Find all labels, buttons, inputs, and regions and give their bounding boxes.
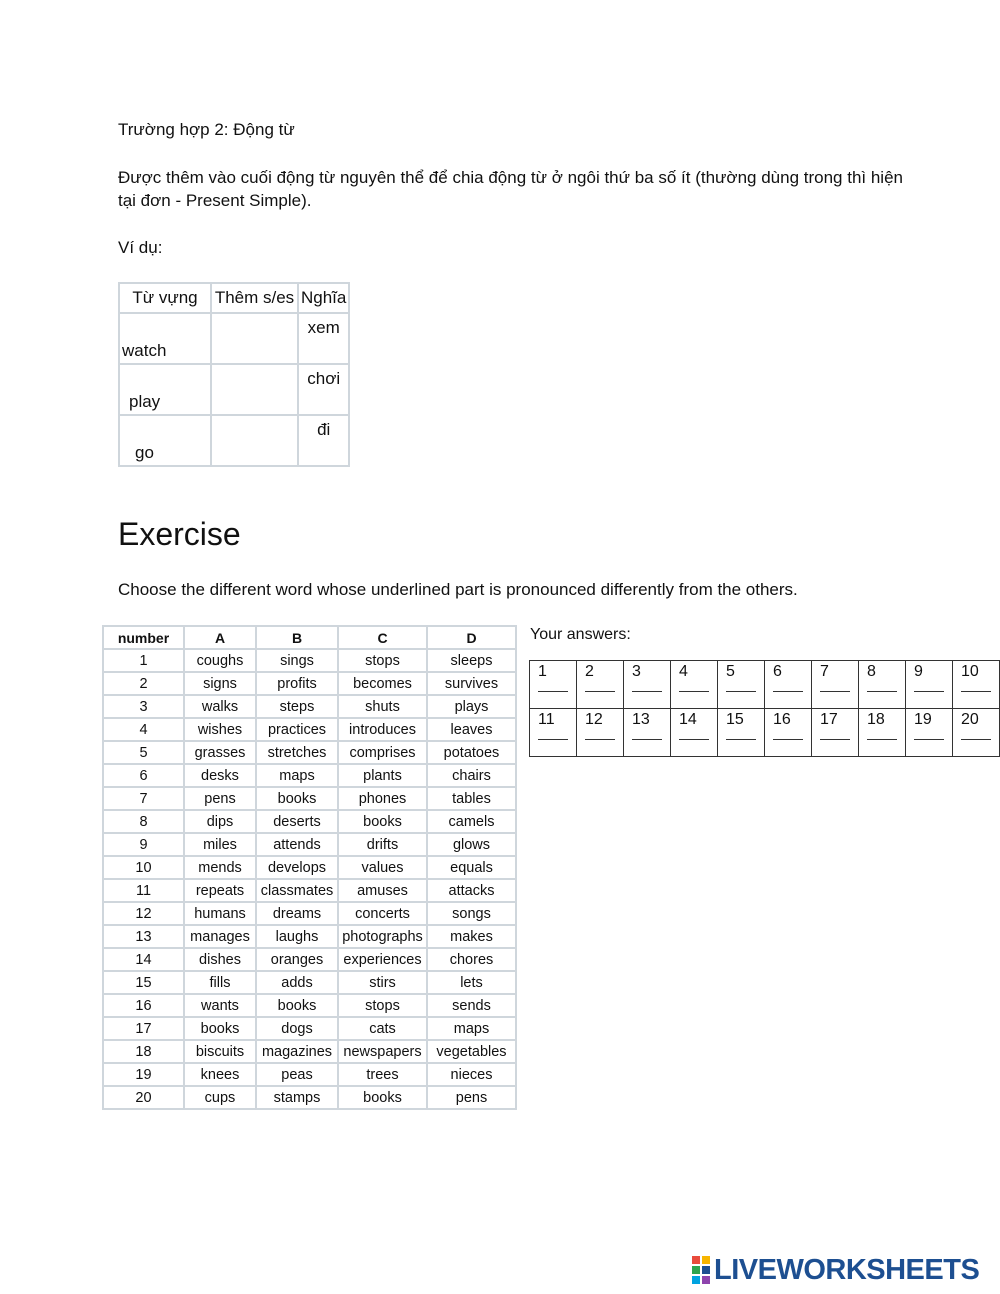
answer-blank[interactable]	[679, 737, 709, 740]
option-a: dishes	[184, 948, 256, 971]
word-table-row	[103, 1063, 516, 1086]
answer-number: 13	[632, 711, 650, 728]
option-c: comprises	[338, 741, 427, 764]
word-table-body	[103, 649, 516, 1109]
answer-cell[interactable]	[671, 709, 718, 757]
answer-cell[interactable]	[765, 709, 812, 757]
option-b: profits	[256, 672, 338, 695]
word-table-row	[103, 925, 516, 948]
answer-number: 16	[773, 711, 791, 728]
answer-number: 8	[867, 663, 876, 680]
row-number: 16	[103, 994, 184, 1017]
option-d: songs	[427, 902, 516, 925]
option-d: makes	[427, 925, 516, 948]
vocab-add-cell[interactable]	[211, 415, 298, 466]
exercise-instruction: Choose the different word whose underlined part is pronounced differently from the others.	[118, 580, 798, 599]
row-number: 13	[103, 925, 184, 948]
row-number: 2	[103, 672, 184, 695]
option-d: survives	[427, 672, 516, 695]
row-number: 11	[103, 879, 184, 902]
answer-number: 10	[961, 663, 979, 680]
answer-cell[interactable]	[718, 709, 765, 757]
option-a: wants	[184, 994, 256, 1017]
option-d: potatoes	[427, 741, 516, 764]
brand-text: LIVEWORKSHEETS	[714, 1253, 980, 1286]
row-number: 17	[103, 1017, 184, 1040]
row-number: 20	[103, 1086, 184, 1109]
description-paragraph: Được thêm vào cuối động từ nguyên thể để chia động từ ở ngôi thứ ba số ít (thường dùng trong thì hiện tại đơn - Present Simple).	[118, 168, 903, 210]
word-table-row	[103, 971, 516, 994]
answer-number: 15	[726, 711, 744, 728]
word-table-row	[103, 649, 516, 672]
logo-square	[692, 1266, 700, 1274]
option-a: grasses	[184, 741, 256, 764]
option-b: books	[256, 994, 338, 1017]
answer-blank[interactable]	[773, 689, 803, 692]
option-b: attends	[256, 833, 338, 856]
option-c: values	[338, 856, 427, 879]
option-a: walks	[184, 695, 256, 718]
vocab-meaning: chơi	[298, 364, 349, 415]
option-b: laughs	[256, 925, 338, 948]
option-b: peas	[256, 1063, 338, 1086]
row-number: 8	[103, 810, 184, 833]
answer-number: 18	[867, 711, 885, 728]
option-b: oranges	[256, 948, 338, 971]
answer-number: 14	[679, 711, 697, 728]
answer-cell[interactable]	[671, 661, 718, 709]
answer-blank[interactable]	[632, 689, 662, 692]
answer-blank[interactable]	[867, 737, 897, 740]
option-a: mends	[184, 856, 256, 879]
option-b: dogs	[256, 1017, 338, 1040]
case-title: Trường hợp 2: Động từ	[118, 120, 295, 139]
row-number: 9	[103, 833, 184, 856]
answer-number: 6	[773, 663, 782, 680]
vocab-header-row	[119, 283, 349, 313]
vocab-table	[118, 282, 350, 467]
option-b: classmates	[256, 879, 338, 902]
word-table-row	[103, 741, 516, 764]
liveworksheets-logo-icon	[692, 1256, 710, 1284]
option-a: manages	[184, 925, 256, 948]
option-a: coughs	[184, 649, 256, 672]
answer-cell[interactable]	[530, 661, 577, 709]
vocab-row	[119, 313, 349, 364]
answer-blank[interactable]	[961, 737, 991, 740]
word-table-row	[103, 879, 516, 902]
answer-cell[interactable]	[577, 709, 624, 757]
header-b: B	[256, 626, 338, 649]
option-c: introduces	[338, 718, 427, 741]
answer-blank[interactable]	[538, 689, 568, 692]
option-c: trees	[338, 1063, 427, 1086]
option-c: books	[338, 1086, 427, 1109]
word-table-row	[103, 718, 516, 741]
option-b: stamps	[256, 1086, 338, 1109]
row-number: 18	[103, 1040, 184, 1063]
answer-cell[interactable]	[812, 661, 859, 709]
option-a: pens	[184, 787, 256, 810]
word-table-row	[103, 833, 516, 856]
option-b: stretches	[256, 741, 338, 764]
answer-cell[interactable]	[765, 661, 812, 709]
answer-number: 2	[585, 663, 594, 680]
logo-square	[692, 1276, 700, 1284]
row-number: 10	[103, 856, 184, 879]
option-b: practices	[256, 718, 338, 741]
answer-cell[interactable]	[953, 709, 1000, 757]
option-b: magazines	[256, 1040, 338, 1063]
answer-cell[interactable]	[624, 709, 671, 757]
answer-blank[interactable]	[914, 737, 944, 740]
option-c: books	[338, 810, 427, 833]
row-number: 6	[103, 764, 184, 787]
answer-blank[interactable]	[585, 737, 615, 740]
answer-cell[interactable]	[906, 709, 953, 757]
answer-blank[interactable]	[632, 737, 662, 740]
answer-number: 5	[726, 663, 735, 680]
row-number: 12	[103, 902, 184, 925]
option-b: sings	[256, 649, 338, 672]
answers-grid	[529, 660, 1000, 757]
row-number: 5	[103, 741, 184, 764]
header-d: D	[427, 626, 516, 649]
answer-cell[interactable]	[530, 709, 577, 757]
logo-square	[692, 1256, 700, 1264]
word-table-row	[103, 810, 516, 833]
answer-number: 12	[585, 711, 603, 728]
row-number: 7	[103, 787, 184, 810]
answer-blank[interactable]	[538, 737, 568, 740]
option-d: chores	[427, 948, 516, 971]
vocab-word: go	[119, 415, 211, 466]
answer-cell[interactable]	[624, 661, 671, 709]
option-d: sends	[427, 994, 516, 1017]
answer-cell[interactable]	[577, 661, 624, 709]
header-a: A	[184, 626, 256, 649]
answer-number: 4	[679, 663, 688, 680]
answer-cell[interactable]	[953, 661, 1000, 709]
option-c: cats	[338, 1017, 427, 1040]
option-a: humans	[184, 902, 256, 925]
answer-cell[interactable]	[718, 661, 765, 709]
option-d: equals	[427, 856, 516, 879]
option-a: cups	[184, 1086, 256, 1109]
word-table-row	[103, 695, 516, 718]
option-d: leaves	[427, 718, 516, 741]
answer-number: 1	[538, 663, 547, 680]
option-a: wishes	[184, 718, 256, 741]
option-d: glows	[427, 833, 516, 856]
answer-blank[interactable]	[773, 737, 803, 740]
row-number: 4	[103, 718, 184, 741]
answer-blank[interactable]	[726, 689, 756, 692]
vocab-header-word: Từ vựng	[119, 283, 211, 313]
option-d: attacks	[427, 879, 516, 902]
vocab-row	[119, 364, 349, 415]
word-table-row	[103, 1017, 516, 1040]
answer-cell[interactable]	[906, 661, 953, 709]
option-c: becomes	[338, 672, 427, 695]
option-a: dips	[184, 810, 256, 833]
word-table-row	[103, 787, 516, 810]
exercise-heading: Exercise	[118, 516, 241, 552]
option-b: books	[256, 787, 338, 810]
answer-number: 11	[538, 711, 555, 728]
vocab-add-cell[interactable]	[211, 313, 298, 364]
option-a: knees	[184, 1063, 256, 1086]
example-label: Ví dụ:	[118, 238, 163, 257]
vocab-header-meaning: Nghĩa	[298, 283, 349, 313]
header-number: number	[103, 626, 184, 649]
answer-number: 3	[632, 663, 641, 680]
option-d: tables	[427, 787, 516, 810]
option-c: amuses	[338, 879, 427, 902]
vocab-meaning: xem	[298, 313, 349, 364]
vocab-header-add: Thêm s/es	[211, 283, 298, 313]
header-c: C	[338, 626, 427, 649]
answer-blank[interactable]	[961, 689, 991, 692]
vocab-word: watch	[119, 313, 211, 364]
row-number: 1	[103, 649, 184, 672]
option-b: develops	[256, 856, 338, 879]
option-d: camels	[427, 810, 516, 833]
word-table-row	[103, 672, 516, 695]
option-d: lets	[427, 971, 516, 994]
option-a: repeats	[184, 879, 256, 902]
word-table-row	[103, 902, 516, 925]
answers-label: Your answers:	[530, 626, 631, 643]
logo-square	[702, 1276, 710, 1284]
option-c: shuts	[338, 695, 427, 718]
option-b: dreams	[256, 902, 338, 925]
vocab-row	[119, 415, 349, 466]
logo-square	[702, 1266, 710, 1274]
option-a: fills	[184, 971, 256, 994]
answer-cell[interactable]	[812, 709, 859, 757]
option-d: sleeps	[427, 649, 516, 672]
option-c: plants	[338, 764, 427, 787]
option-c: concerts	[338, 902, 427, 925]
answer-number: 19	[914, 711, 932, 728]
option-a: books	[184, 1017, 256, 1040]
option-a: desks	[184, 764, 256, 787]
option-c: stops	[338, 649, 427, 672]
word-table-row	[103, 1086, 516, 1109]
answer-blank[interactable]	[585, 689, 615, 692]
option-c: stops	[338, 994, 427, 1017]
answers-row	[530, 661, 1000, 709]
word-table-row	[103, 1040, 516, 1063]
row-number: 15	[103, 971, 184, 994]
answer-blank[interactable]	[679, 689, 709, 692]
word-table-row	[103, 994, 516, 1017]
liveworksheets-brand	[692, 1252, 979, 1288]
row-number: 14	[103, 948, 184, 971]
option-d: maps	[427, 1017, 516, 1040]
vocab-word: play	[119, 364, 211, 415]
option-b: maps	[256, 764, 338, 787]
option-a: signs	[184, 672, 256, 695]
option-d: chairs	[427, 764, 516, 787]
option-d: plays	[427, 695, 516, 718]
answer-number: 17	[820, 711, 838, 728]
option-a: biscuits	[184, 1040, 256, 1063]
answer-number: 9	[914, 663, 923, 680]
option-d: vegetables	[427, 1040, 516, 1063]
word-table-header-row	[103, 626, 516, 649]
word-table-row	[103, 856, 516, 879]
option-d: pens	[427, 1086, 516, 1109]
option-b: deserts	[256, 810, 338, 833]
word-table-row	[103, 948, 516, 971]
answer-number: 7	[820, 663, 829, 680]
vocab-meaning: đi	[298, 415, 349, 466]
answer-cell[interactable]	[859, 709, 906, 757]
answer-blank[interactable]	[820, 689, 850, 692]
option-b: adds	[256, 971, 338, 994]
answer-blank[interactable]	[726, 737, 756, 740]
word-table-row	[103, 764, 516, 787]
option-c: experiences	[338, 948, 427, 971]
option-d: nieces	[427, 1063, 516, 1086]
option-c: newspapers	[338, 1040, 427, 1063]
vocab-add-cell[interactable]	[211, 364, 298, 415]
answers-row	[530, 709, 1000, 757]
option-c: phones	[338, 787, 427, 810]
option-c: drifts	[338, 833, 427, 856]
option-b: steps	[256, 695, 338, 718]
option-a: miles	[184, 833, 256, 856]
answer-number: 20	[961, 711, 979, 728]
word-table	[102, 625, 517, 1110]
answer-cell[interactable]	[859, 661, 906, 709]
answer-blank[interactable]	[867, 689, 897, 692]
row-number: 3	[103, 695, 184, 718]
option-c: photographs	[338, 925, 427, 948]
answer-blank[interactable]	[820, 737, 850, 740]
row-number: 19	[103, 1063, 184, 1086]
option-c: stirs	[338, 971, 427, 994]
logo-square	[702, 1256, 710, 1264]
answer-blank[interactable]	[914, 689, 944, 692]
